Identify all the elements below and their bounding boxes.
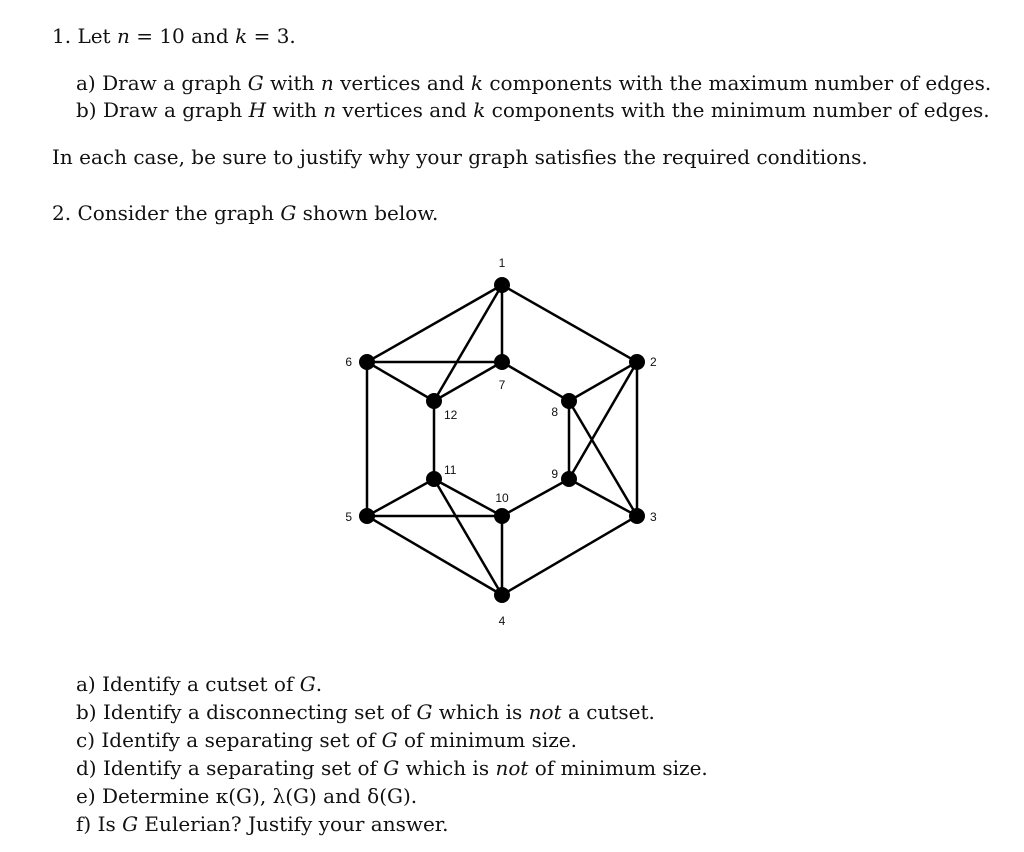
edge-4-5 (367, 516, 502, 595)
question-a: a) Identify a cutset of G. (76, 672, 323, 696)
vertex-label-7: 7 (498, 378, 506, 392)
edge-1-2 (502, 285, 637, 362)
vertex-label-2: 2 (650, 355, 657, 369)
vertex-1 (494, 277, 510, 293)
vertex-label-6: 6 (345, 355, 352, 369)
vertex-label-12: 12 (444, 408, 458, 422)
vertex-7 (494, 354, 510, 370)
edge-1-12 (434, 285, 502, 401)
question-d: d) Identify a separating set of G which is not of minimum size. (76, 756, 708, 780)
vertex-label-10: 10 (495, 491, 509, 505)
problem-1-note: In each case, be sure to justify why your graph satisfies the required conditions. (52, 145, 868, 169)
vertex-label-8: 8 (551, 405, 558, 419)
vertex-4 (494, 587, 510, 603)
vertex-label-5: 5 (345, 510, 352, 524)
edge-6-12 (367, 362, 434, 401)
edge-7-8 (502, 362, 569, 401)
vertex-label-1: 1 (498, 256, 506, 270)
problem-1-part-b: b) Draw a graph H with n vertices and k components with the minimum number of edges. (76, 98, 990, 122)
vertex-label-9: 9 (551, 467, 558, 481)
vertex-label-4: 4 (498, 614, 506, 628)
vertex-9 (561, 471, 577, 487)
graph-figure (330, 248, 680, 638)
vertex-11 (426, 471, 442, 487)
edge-6-1 (367, 285, 502, 362)
problem-2-intro: 2. Consider the graph G shown below. (52, 201, 439, 225)
question-c: c) Identify a separating set of G of minimum size. (76, 728, 577, 752)
vertex-10 (494, 508, 510, 524)
vertex-label-11: 11 (444, 463, 457, 477)
question-e: e) Determine κ(G), λ(G) and δ(G). (76, 784, 418, 808)
edge-5-11 (367, 479, 434, 516)
question-b: b) Identify a disconnecting set of G which is not a cutset. (76, 700, 655, 724)
vertex-3 (629, 508, 645, 524)
graph-edges (367, 285, 637, 595)
vertex-2 (629, 354, 645, 370)
vertex-12 (426, 393, 442, 409)
vertex-8 (561, 393, 577, 409)
edge-9-10 (502, 479, 569, 516)
vertex-6 (359, 354, 375, 370)
edge-3-4 (502, 516, 637, 595)
vertex-5 (359, 508, 375, 524)
vertex-label-3: 3 (650, 510, 657, 524)
problem-1-part-a: a) Draw a graph G with n vertices and k components with the maximum number of edges. (76, 71, 992, 95)
problem-1-intro: 1. Let n = 10 and k = 3. (52, 24, 296, 48)
question-f: f) Is G Eulerian? Justify your answer. (76, 812, 449, 836)
